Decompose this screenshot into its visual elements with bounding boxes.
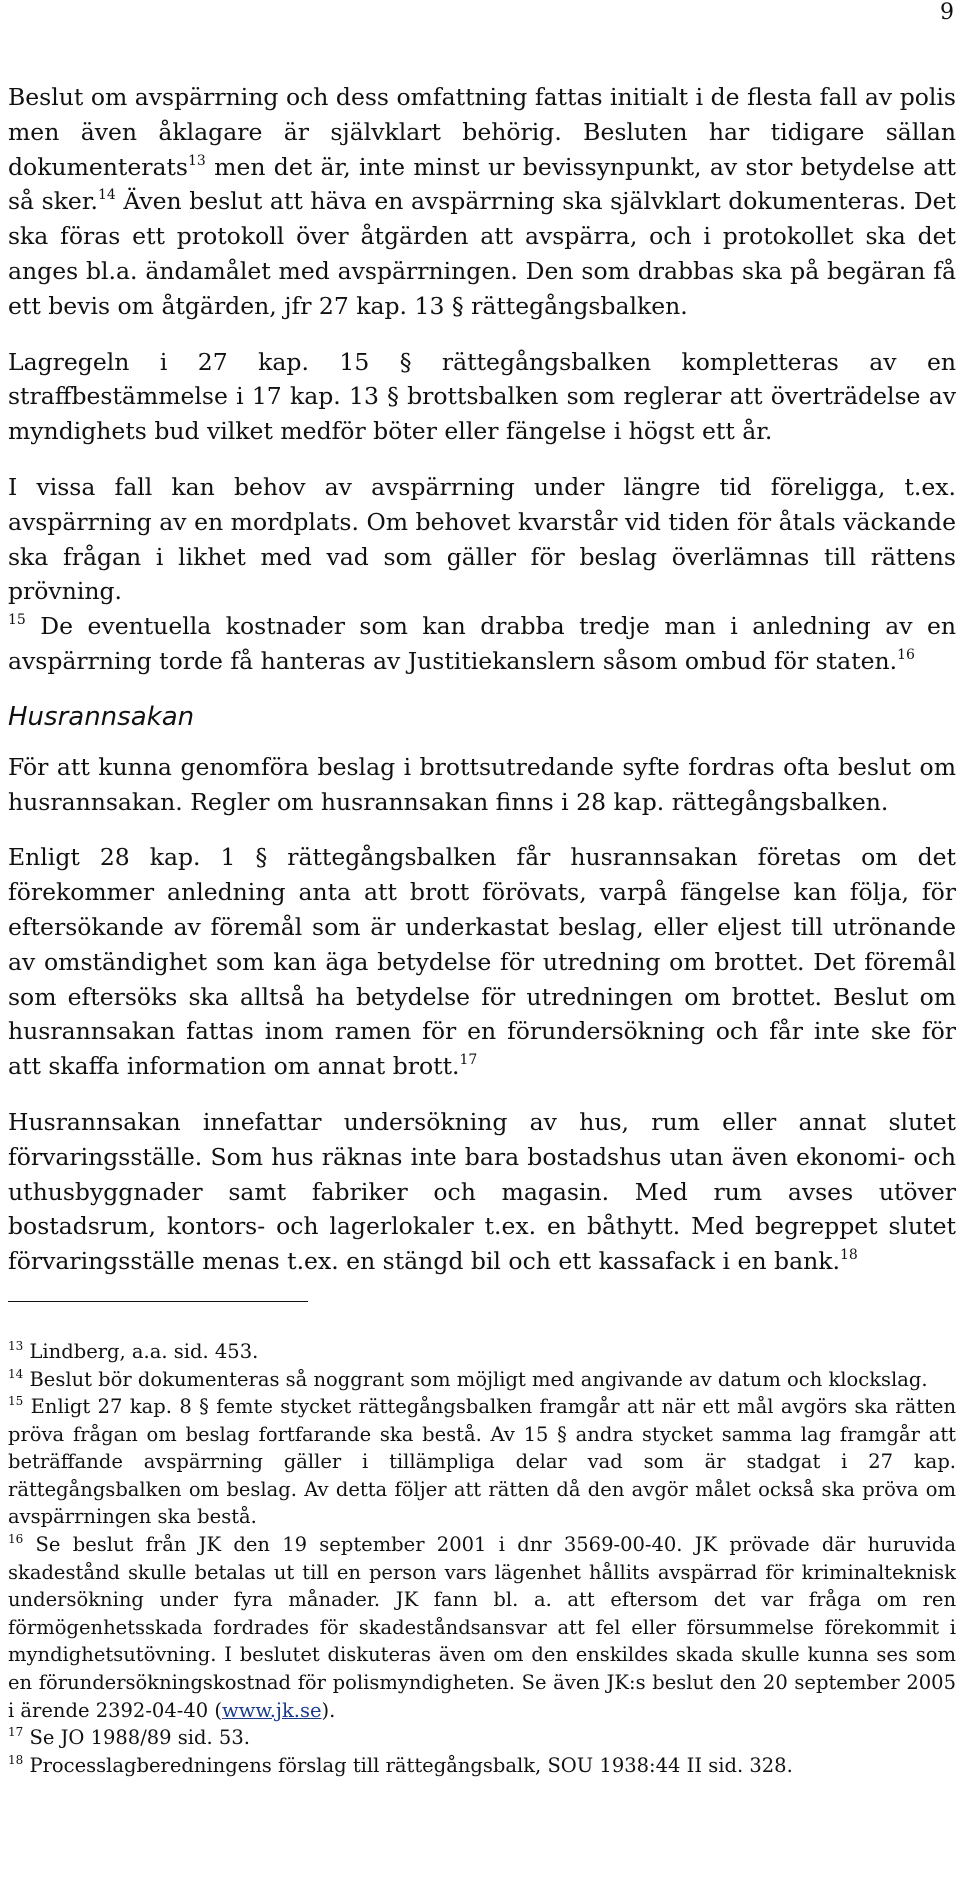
footnotes xyxy=(8,1338,956,1780)
footnote-number: 15 xyxy=(8,1394,24,1409)
footnote-text: Enligt 27 kap. 8 § femte stycket rättegångsbalken framgår att när ett mål avgörs ska rätten pröva frågan om beslag fortfarande ska bestå. Av 15 § andra stycket samma lag framgår att beträffande avspärrning gäller i tillämpliga delar vad som är stadgat i 27 kap. rättegångsbalken om beslag. Av detta följer att rätten då den avgör målet också ska pröva om avspärrningen ska bestå. xyxy=(8,1395,956,1529)
paragraph-lagregeln: Lagregeln i 27 kap. 15 § rättegångsbalken kompletteras av en straffbestämmelse i 17 kap. 13 § brottsbalken som reglerar att överträdelse av myndighets bud vilket medför böter eller fängelse i högst ett år. xyxy=(8,347,956,446)
section-heading-husrannsakan: Husrannsakan xyxy=(8,701,195,732)
footnote-text: ). xyxy=(321,1698,336,1722)
paragraph-text: Även beslut att häva en avspärrning ska självklart dokumenteras. Det ska föras ett protokoll över åtgärden att avspärra, och i protokollet ska det anges bl.a. ändamålet med avspärrningen. Den som drabbas ska på begäran få ett bevis om åtgärden, jfr 27 kap. 13 § rättegångsbalken. xyxy=(8,187,956,320)
paragraph-text: Beslut om avspärrning och dess omfattning fattas initialt i de flesta fall av polis men även åklagare är självklart behörig. Besluten har tidigare sällan dokumenterats xyxy=(8,83,956,181)
footnote-number: 18 xyxy=(8,1752,24,1767)
footnote-14 xyxy=(8,1366,956,1394)
footnote-ref-17[interactable]: 17 xyxy=(459,1052,478,1069)
footnote-number: 16 xyxy=(8,1532,24,1547)
paragraph-enligt-28-kap xyxy=(8,840,956,1084)
footnote-text: Se beslut från JK den 19 september 2001 i dnr 3569-00-40. JK prövade där huruvida skadestånd skulle betalas ut till en person vars lägenhet hållits avspärrad för kriminalteknisk undersökning under fyra månader. JK fann bl. a. att eftersom det var fråga om ren förmögenhetsskada fordrades för skadeståndsansvar att fel eller försummelse förekommit i myndighetsutövning. I beslutet diskuteras även om den enskildes skada skulle kunna ses som en förundersökningskostnad för polismyndigheten. Se även JK:s beslut den 20 september 2005 i ärende 2392-04-40 ( xyxy=(8,1533,956,1722)
footnote-16 xyxy=(8,1531,956,1724)
footnote-ref-16[interactable]: 16 xyxy=(897,646,915,663)
footnote-15 xyxy=(8,1393,956,1531)
paragraph-husrannsakan-intro: För att kunna genomföra beslag i brottsutredande syfte fordras ofta beslut om husrannsakan. Regler om husrannsakan finns i 28 kap. rättegångsbalken. xyxy=(8,752,956,816)
footnote-text: Se JO 1988/89 sid. 53. xyxy=(23,1726,250,1750)
footnote-number: 14 xyxy=(8,1366,24,1381)
paragraph-text: men det är, inte minst ur bevissynpunkt, av stor betydelse att så sker. xyxy=(8,152,956,216)
footnote-ref-13[interactable]: 13 xyxy=(188,152,206,169)
paragraph-text: I vissa fall kan behov av avspärrning under längre tid föreligga, t.ex. avspärrning av en mordplats. Om behovet kvarstår vid tiden för åtals väckande ska frågan i likhet med vad som gäller för beslag överlämnas till rättens prövning. xyxy=(8,472,956,606)
footnote-ref-18[interactable]: 18 xyxy=(839,1247,858,1264)
footnote-text: Beslut bör dokumenteras så noggrant som möjligt med angivande av datum och klockslag. xyxy=(23,1367,928,1391)
page-number: 9 xyxy=(940,0,954,25)
footnote-17 xyxy=(8,1724,956,1752)
paragraph-text: De eventuella kostnader som kan drabba tredje man i anledning av en avspärrning torde få hanteras av Justitiekanslern såsom ombud för staten. xyxy=(8,612,956,675)
footnote-ref-15[interactable]: 15 xyxy=(8,612,26,629)
paragraph-text: Enligt 28 kap. 1 § rättegångsbalken får husrannsakan företas om det förekommer anledning anta att brott förövats, varpå fängelse kan följa, för eftersökande av föremål som är underkastat beslag, eller eljest till utrönande av omständighet som kan äga betydelse för utredning om brottet. Det föremål som eftersöks ska alltså ha betydelse för utredningen om brottet. Beslut om husrannsakan fattas inom ramen för en förundersökning och får inte ske för att skaffa information om annat brott. xyxy=(8,843,956,1081)
paragraph-text: Husrannsakan innefattar undersökning av hus, rum eller annat slutet förvaringsställe. Som hus räknas inte bara bostadshus utan även ekonomi- och uthusbyggnader samt fabriker och magasin. Med rum avses utöver bostadsrum, kontors- och lagerlokaler t.ex. en båthytt. Med begreppet slutet förvaringsställe menas t.ex. en stängd bil och ett kassafack i en bank. xyxy=(8,1107,956,1276)
footnote-text: Lindberg, a.a. sid. 453. xyxy=(23,1339,259,1363)
paragraph-langre-tid xyxy=(8,470,956,679)
footnote-18 xyxy=(8,1752,956,1780)
jk-website-link[interactable]: www.jk.se xyxy=(221,1698,322,1722)
paragraph-husrannsakan-innefattar xyxy=(8,1105,956,1279)
footnote-number: 13 xyxy=(8,1338,24,1353)
footnote-text: Processlagberedningens förslag till rättegångsbalk, SOU 1938:44 II sid. 328. xyxy=(23,1753,793,1777)
footnote-13 xyxy=(8,1338,956,1366)
footnote-divider xyxy=(8,1301,308,1302)
paragraph-avsparrning-beslut xyxy=(8,80,956,324)
document-body xyxy=(8,80,956,1779)
footnote-ref-14[interactable]: 14 xyxy=(97,187,116,204)
footnote-number: 17 xyxy=(8,1725,24,1740)
